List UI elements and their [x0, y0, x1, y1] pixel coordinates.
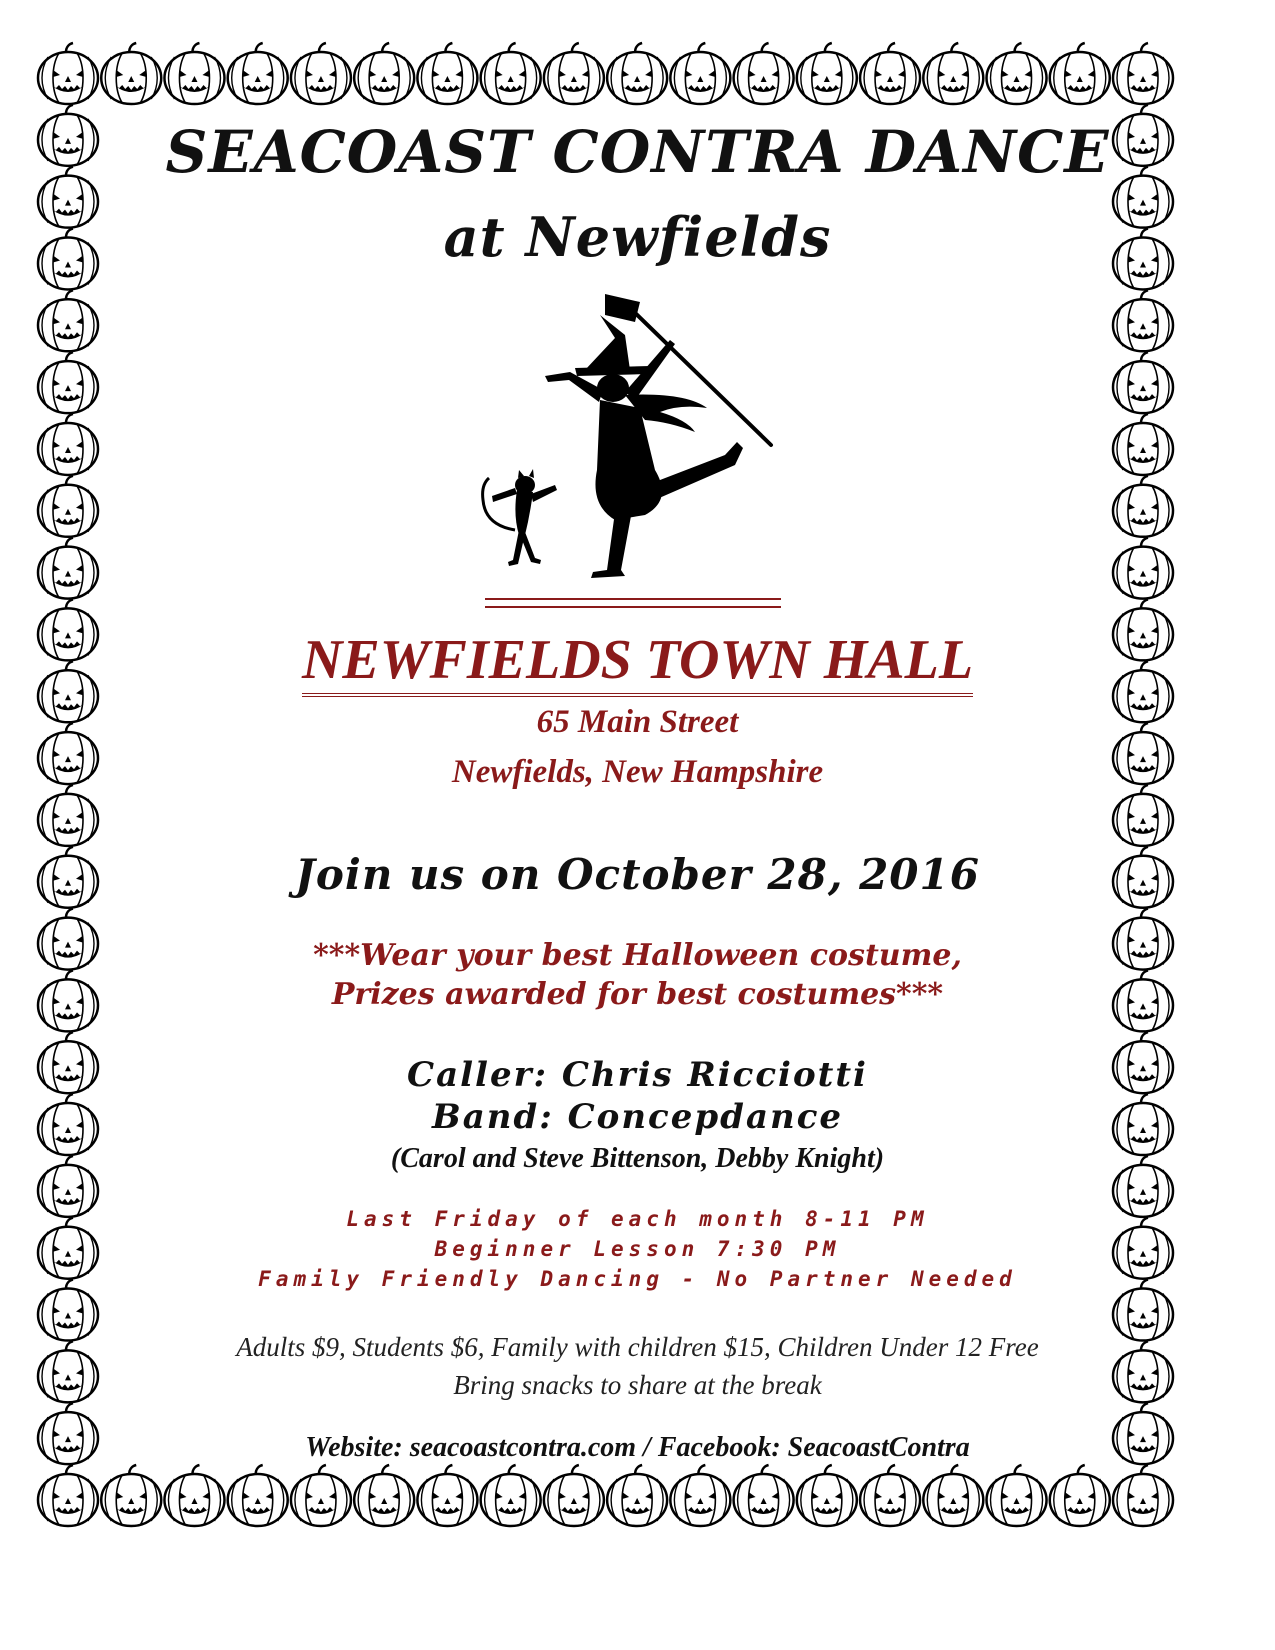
jack-o-lantern-icon: [38, 970, 98, 1031]
jack-o-lantern-icon: [38, 1156, 98, 1217]
jack-o-lantern-icon: [38, 228, 98, 289]
website-facebook-links: Website: seacoastcontra.com / Facebook: SeacoastContra: [305, 1432, 970, 1463]
witch-and-cat-silhouette-icon: [475, 280, 805, 610]
jack-o-lantern-icon: [38, 538, 98, 599]
jack-o-lantern-icon: [38, 785, 98, 846]
jack-o-lantern-icon: [38, 352, 98, 413]
jack-o-lantern-icon: [38, 1341, 98, 1402]
jack-o-lantern-icon: [38, 105, 98, 166]
schedule-line-2: Beginner Lesson 7:30 PM: [434, 1237, 841, 1261]
venue-street: 65 Main Street: [536, 704, 739, 740]
event-date: Join us on October 28, 2016: [295, 850, 980, 899]
band-name: Band: Concepdance: [431, 1097, 844, 1137]
jack-o-lantern-icon: [38, 661, 98, 722]
jack-o-lantern-icon: [38, 599, 98, 660]
jack-o-lantern-icon: [38, 1094, 98, 1155]
flyer-title: SEACOAST CONTRA DANCE: [165, 118, 1110, 186]
venue-name-text: NEWFIELDS TOWN HALL: [302, 629, 973, 697]
jack-o-lantern-icon: [38, 1032, 98, 1093]
flyer-subtitle: at Newfields: [443, 205, 832, 269]
jack-o-lantern-icon: [38, 414, 98, 475]
venue-name: [120, 628, 1155, 697]
jack-o-lantern-icon: [38, 1403, 98, 1464]
schedule-line-1: Last Friday of each month 8-11 PM: [346, 1207, 929, 1231]
jack-o-lantern-icon: [38, 1280, 98, 1341]
jack-o-lantern-icon: [38, 167, 98, 228]
jack-o-lantern-icon: [38, 290, 98, 351]
costume-line-2: Prizes awarded for best costumes***: [331, 977, 944, 1012]
jack-o-lantern-icon: [38, 847, 98, 908]
jack-o-lantern-icon: [38, 909, 98, 970]
jack-o-lantern-icon: [38, 723, 98, 784]
snacks-note: Bring snacks to share at the break: [453, 1370, 822, 1400]
band-members: (Carol and Steve Bittenson, Debby Knight): [390, 1143, 885, 1174]
decorative-double-rule: [485, 598, 781, 608]
jack-o-lantern-icon: [38, 1218, 98, 1279]
venue-city: Newfields, New Hampshire: [451, 754, 824, 790]
pricing-line: Adults $9, Students $6, Family with children $15, Children Under 12 Free: [236, 1332, 1039, 1362]
jack-o-lantern-icon: [38, 43, 98, 104]
schedule-line-3: Family Friendly Dancing - No Partner Needed: [258, 1267, 1017, 1291]
costume-line-1: ***Wear your best Halloween costume,: [313, 938, 962, 973]
jack-o-lantern-icon: [38, 476, 98, 537]
caller-name: Caller: Chris Ricciotti: [407, 1055, 868, 1095]
jack-o-lantern-icon: [38, 1465, 98, 1526]
